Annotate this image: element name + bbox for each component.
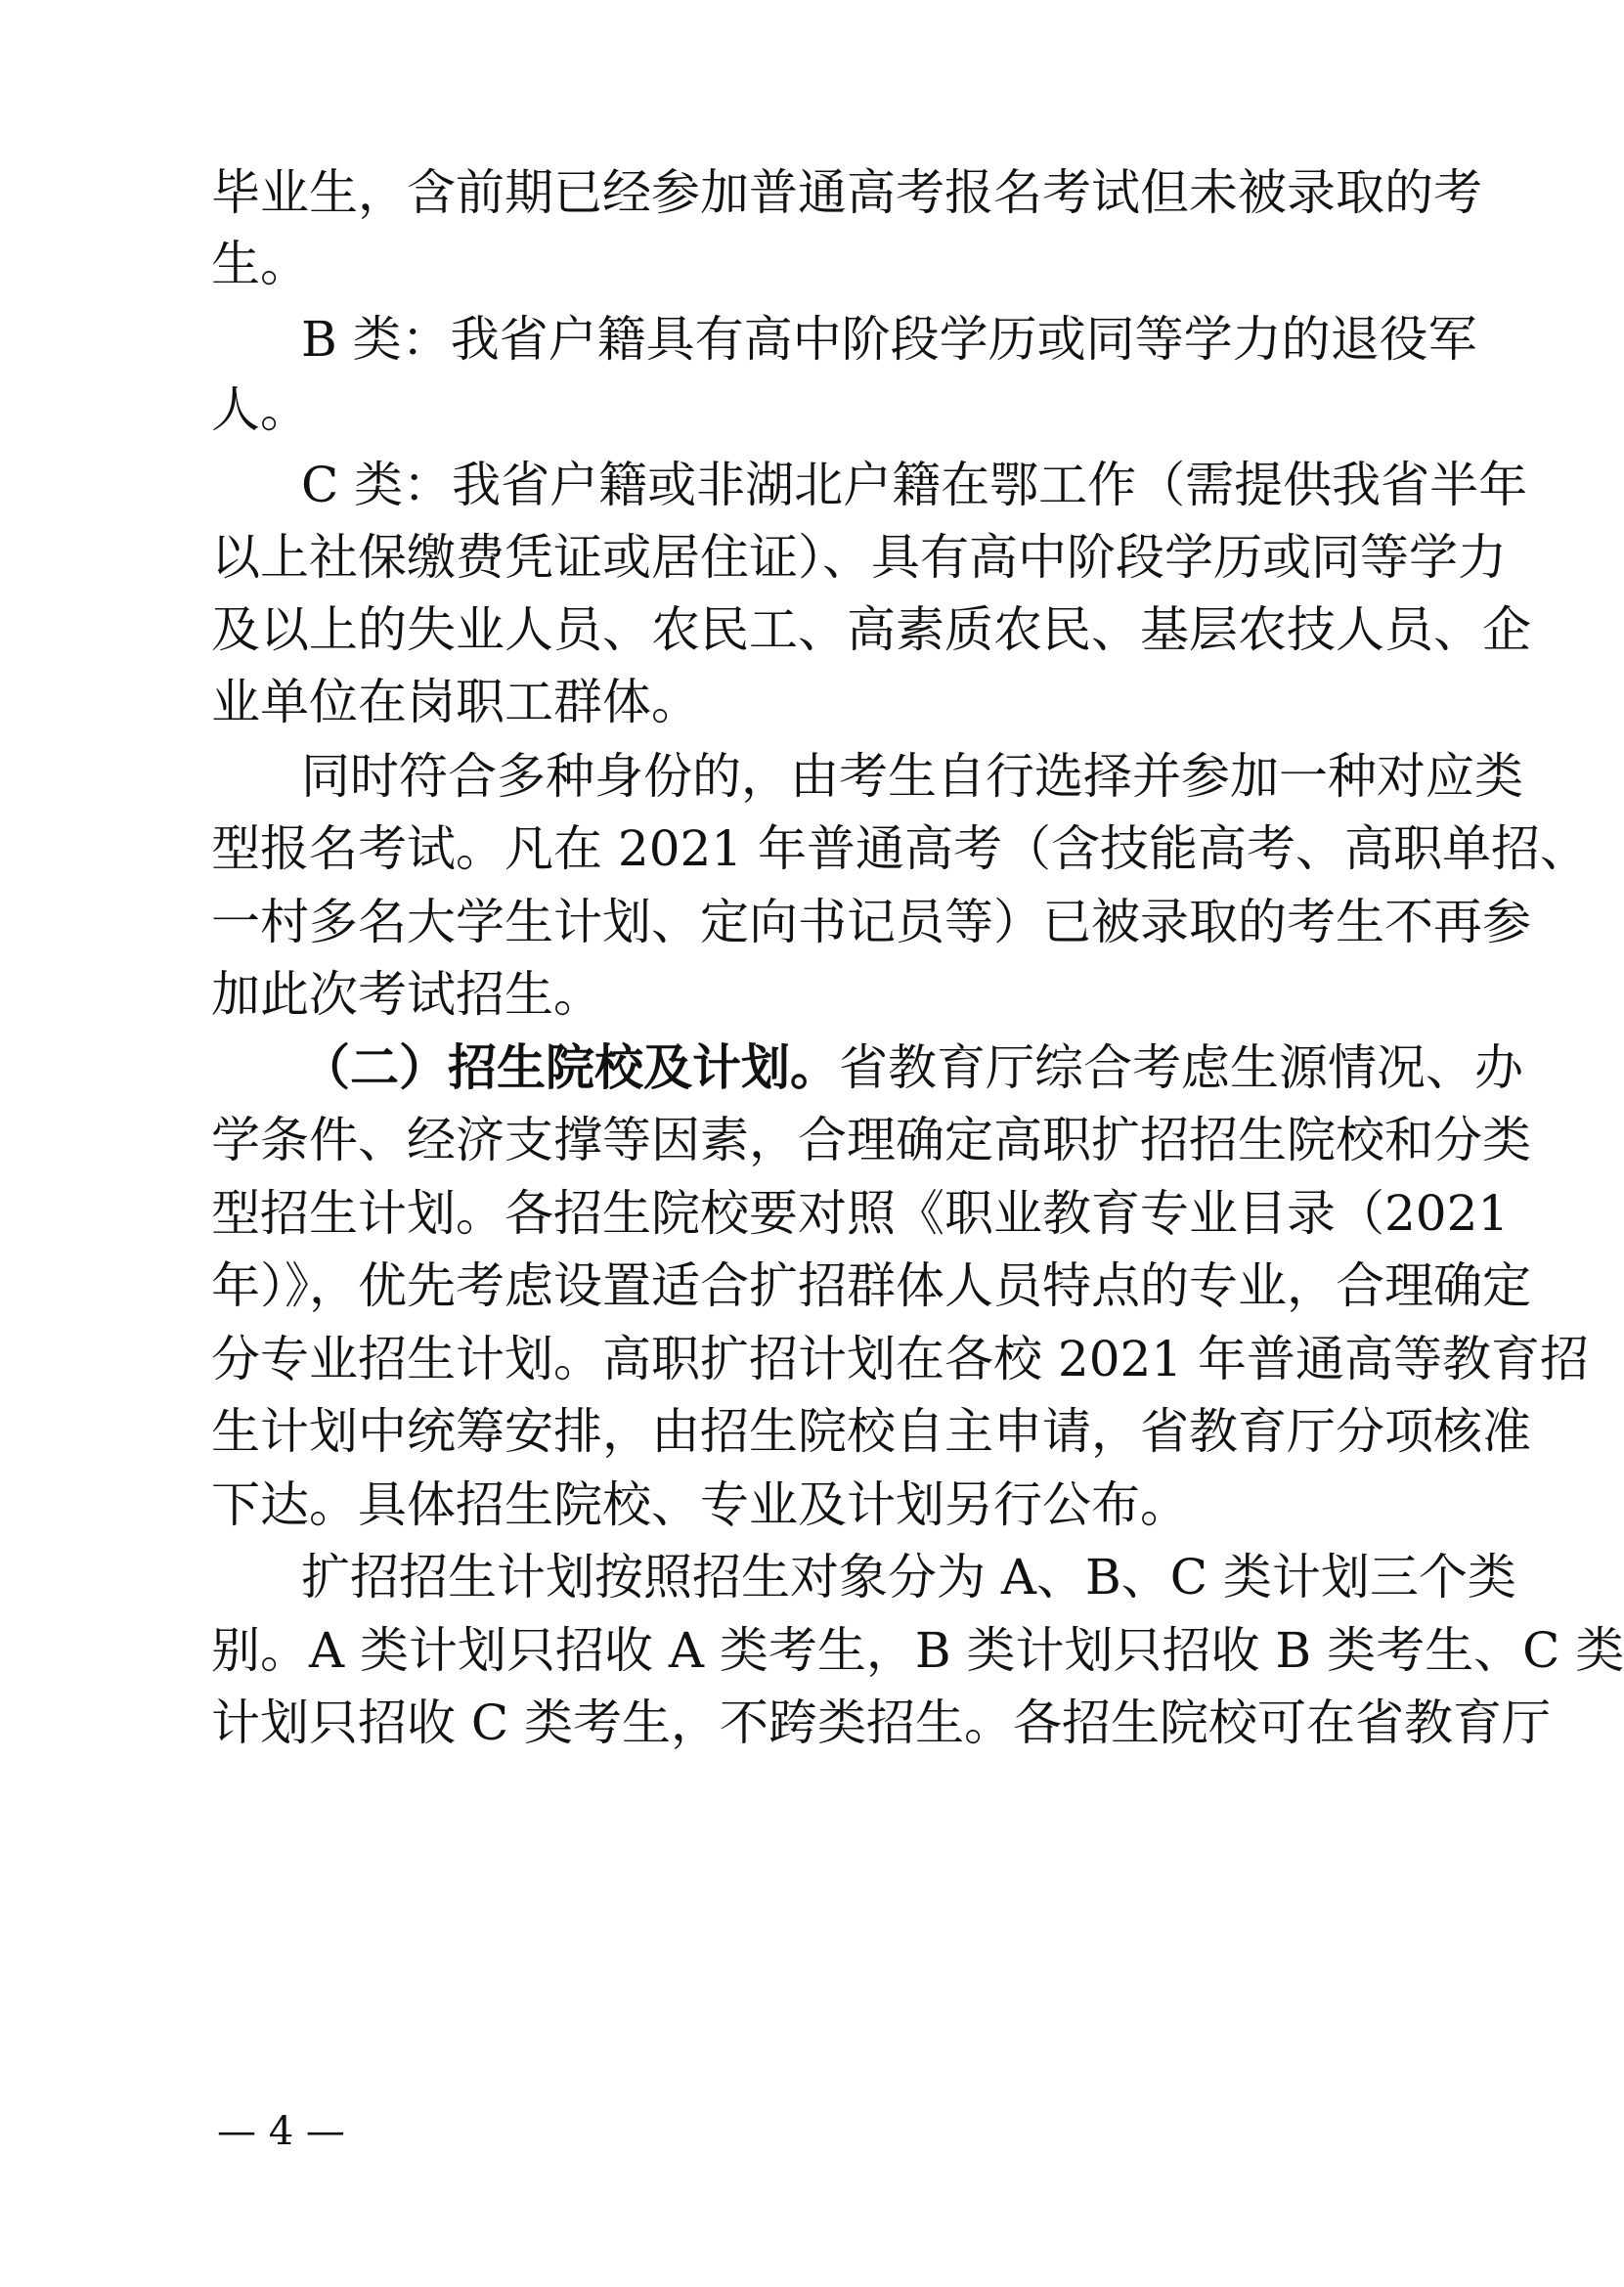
paragraph-line: 同时符合多种身份的，由考生自行选择并参加一种对应类: [301, 748, 1523, 805]
paragraph-line: 生计划中统筹安排，由招生院校自主申请，省教育厅分项核准: [211, 1403, 1531, 1460]
paragraph-line: 学条件、经济支撑等因素，合理确定高职扩招招生院校和分类: [211, 1112, 1531, 1168]
paragraph-line: 别。A 类计划只招收 A 类考生，B 类计划只招收 B 类考生、C 类: [211, 1622, 1624, 1679]
paragraph-line: 及以上的失业人员、农民工、高素质农民、基层农技人员、企: [211, 601, 1531, 658]
section-heading: （二）招生院校及计划。: [301, 1038, 839, 1096]
paragraph-line: 以上社保缴费凭证或居住证）、具有高中阶段学历或同等学力: [211, 529, 1507, 586]
paragraph-line: 型报名考试。凡在 2021 年普通高考（含技能高考、高职单招、: [211, 820, 1590, 877]
paragraph-line: 一村多名大学生计划、定向书记员等）已被录取的考生不再参: [211, 894, 1531, 950]
paragraph-line: B 类：我省户籍具有高中阶段学历或同等学力的退役军: [301, 311, 1477, 368]
paragraph-line: 业单位在岗职工群体。: [211, 674, 700, 730]
paragraph-line: 人。: [211, 381, 309, 438]
section-heading-line: [301, 1029, 1523, 1107]
paragraph-line: 毕业生，含前期已经参加普通高考报名考试但未被录取的考: [211, 164, 1482, 221]
paragraph-line: 生。: [211, 236, 309, 292]
paragraph-line: 分专业招生计划。高职扩招计划在各校 2021 年普通高等教育招: [211, 1331, 1590, 1387]
paragraph-line: 计划只招收 C 类考生，不跨类招生。各招生院校可在省教育厅: [211, 1694, 1552, 1751]
paragraph-line: 下达。具体招生院校、专业及计划另行公布。: [211, 1476, 1189, 1533]
paragraph-line: 加此次考试招生。: [211, 966, 602, 1023]
paragraph-line: 型招生计划。各招生院校要对照《职业教育专业目录（2021: [211, 1185, 1510, 1242]
heading-line-text: 省教育厅综合考虑生源情况、办: [839, 1039, 1523, 1096]
page-number: — 4 —: [217, 2109, 345, 2154]
paragraph-line: 年）》，优先考虑设置适合扩招群体人员特点的专业，合理确定: [211, 1257, 1531, 1314]
paragraph-line: C 类：我省户籍或非湖北户籍在鄂工作（需提供我省半年: [301, 457, 1528, 513]
paragraph-line: 扩招招生计划按照招生对象分为 A、B、C 类计划三个类: [301, 1549, 1516, 1605]
